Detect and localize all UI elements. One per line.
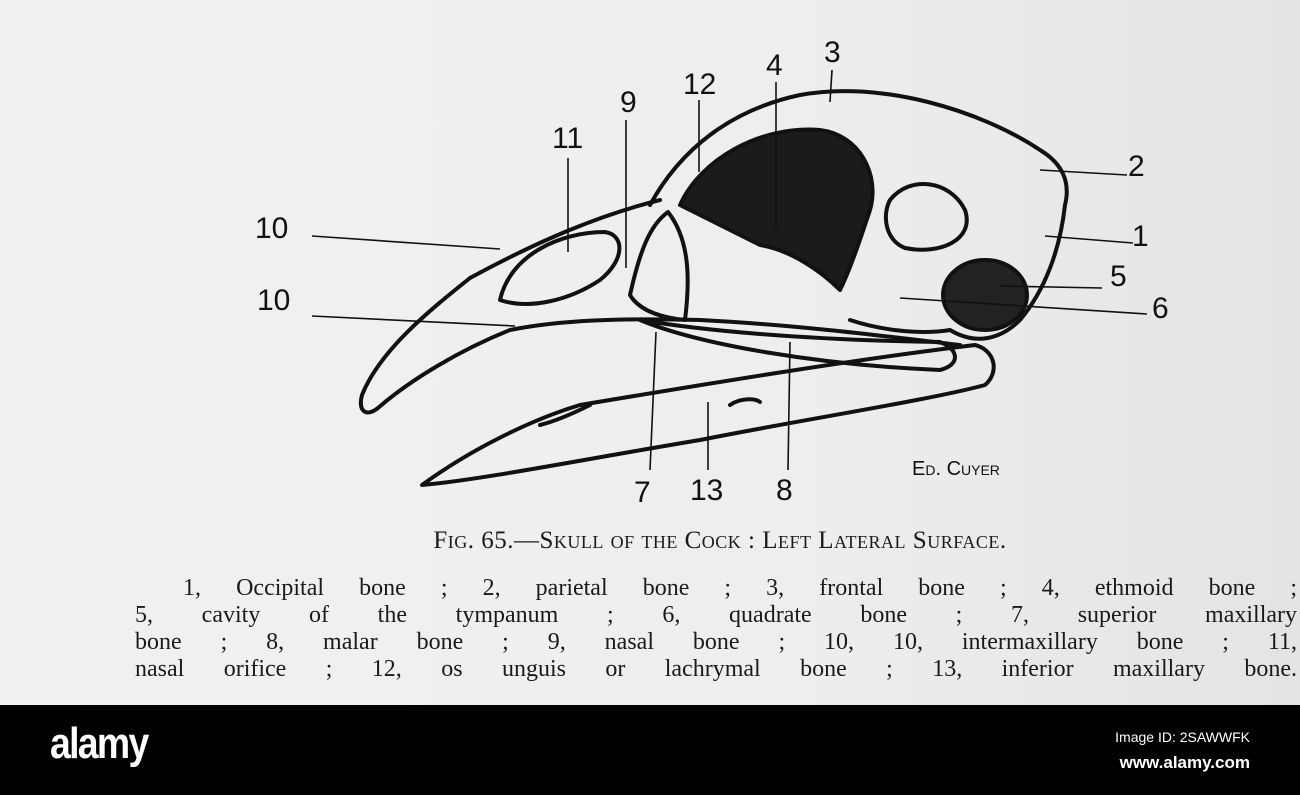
label-3: 3	[824, 36, 841, 69]
image-id-text: Image ID: 2SAWWFK	[1115, 729, 1250, 745]
nasal-orifice	[500, 232, 619, 304]
watermark-footer	[0, 705, 1300, 795]
alamy-logo: alamy	[50, 719, 148, 768]
label-12: 12	[683, 68, 717, 101]
label-2: 2	[1128, 150, 1145, 183]
caption-line: bone ; 8, malar bone ; 9, nasal bone ; 10, 10, intermaxillary bone ; 11,	[135, 629, 1297, 655]
label-7: 7	[634, 476, 651, 509]
label-10-lower: 10	[257, 284, 291, 317]
label-13: 13	[690, 474, 724, 507]
artist-signature: Ed. Cuyer	[912, 458, 1000, 480]
figure-caption-title: Fig. 65.—Skull of the Cock : Left Lateral Surface.	[433, 527, 1007, 554]
label-8: 8	[776, 474, 793, 507]
label-11: 11	[552, 122, 584, 155]
label-4: 4	[766, 49, 783, 82]
site-url: www.alamy.com	[1119, 753, 1250, 772]
tympanum-cavity	[943, 260, 1027, 330]
label-1: 1	[1132, 220, 1149, 253]
label-6: 6	[1152, 292, 1169, 325]
caption-line: nasal orifice ; 12, os unguis or lachrymal bone ; 13, inferior maxillary bone.	[135, 656, 1297, 682]
figure-caption-legend	[135, 575, 1297, 683]
label-5: 5	[1110, 260, 1127, 293]
label-10-upper: 10	[255, 212, 289, 245]
label-9: 9	[620, 86, 637, 119]
caption-line: 1, Occipital bone ; 2, parietal bone ; 3, frontal bone ; 4, ethmoid bone ;	[183, 575, 1297, 601]
caption-line: 5, cavity of the tympanum ; 6, quadrate bone ; 7, superior maxillary	[135, 602, 1297, 628]
